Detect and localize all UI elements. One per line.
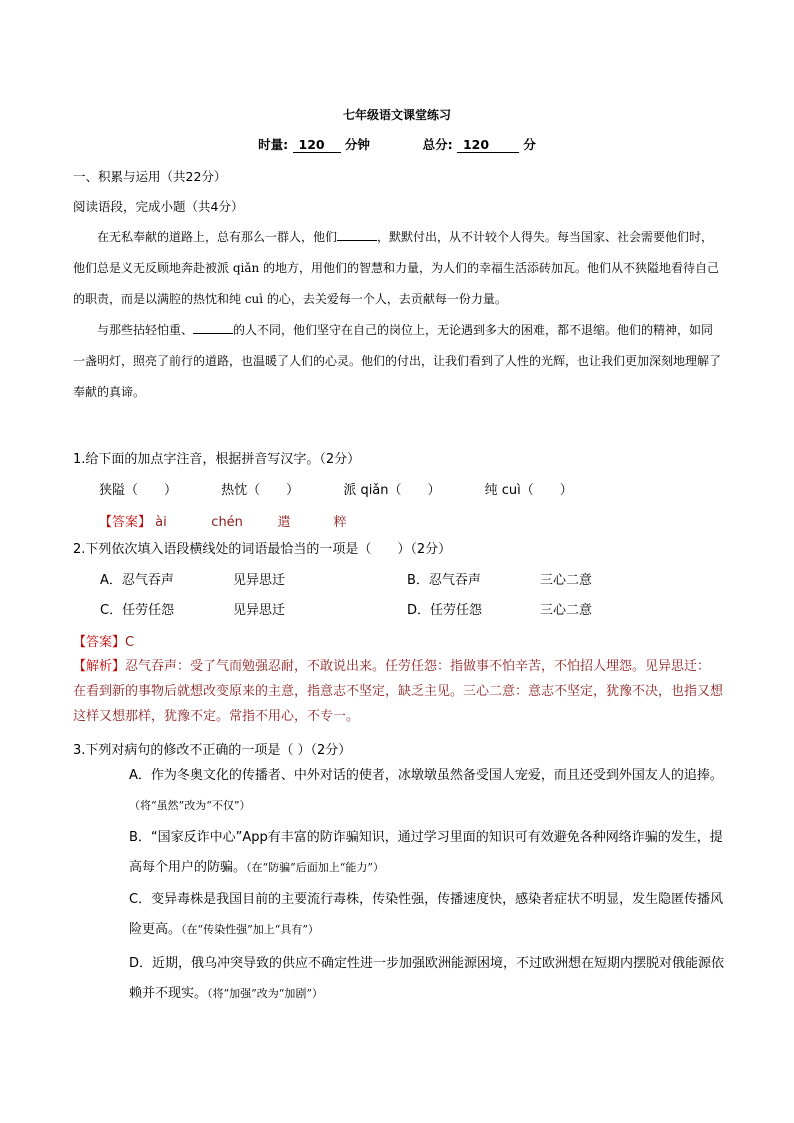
reading-passage (73, 222, 723, 408)
q2-answer (73, 631, 134, 650)
section-heading: 一、积累与运用（共22分） (73, 169, 227, 184)
q3-stem: 3.下列对病句的修改不正确的一项是（ ）（2分） (73, 743, 352, 758)
q1-item: 派 qiǎn（ ） (343, 483, 441, 498)
q2-analysis (73, 654, 723, 729)
q2-option-b: B．忍气吞声 (407, 573, 481, 588)
exam-meta (0, 135, 794, 153)
page-title: 七年级语文课堂练习 (342, 108, 451, 122)
q1-answer-1: ài (155, 515, 167, 530)
passage-paragraph-2: 与那些拈轻怕重、 的人不同，他们坚守在自己的岗位上，无论遇到多大的困难，都不退缩。他们的精神，如同一盏明灯，照亮了前行的道路，也温暖了人们的心灵。他们的付出，让我们看到了人性的光辉，也让我们更加深刻地理解了奉献的真谛。 (73, 323, 722, 399)
q3-option-a-note: （将“虽然”改为“不仅”） (129, 799, 251, 812)
q1-item: 狭隘（ ） (99, 483, 178, 498)
q3-option-d-note: （将“加强”改为“加剧”） (207, 987, 324, 1000)
q3-option-d: D．近期，俄乌冲突导致的供应不确定性进一步加强欧洲能源困境，不过欧洲想在短期内摆脱对俄能源依赖并不现实。（将“加强”改为“加剧”） (129, 956, 725, 1001)
score-unit: 分 (523, 137, 536, 152)
time-unit: 分钟 (344, 137, 370, 152)
q2-analysis-text: 忍气吞声：受了气而勉强忍耐，不敢说出来。任劳任怨：指做事不怕辛苦，不怕招人埋怨。见异思迁：在看到新的事物后就想改变原来的主意，指意志不坚定，缺乏主见。三心二意：意志不坚定，犹豫不决，也指又想这样又想那样，犹豫不定。常指不用心，不专一。 (73, 659, 724, 724)
q2-analysis-label: 【解析】 (73, 659, 126, 674)
time-label: 时量: (258, 137, 289, 152)
q2-option-a: A．忍气吞声 (100, 573, 174, 588)
q1-answer (99, 511, 347, 530)
q2-stem: 2.下列依次填入语段横线处的词语最恰当的一项是（ ）（2分） (73, 542, 452, 557)
q3-option-c: C．变异毒株是我国目前的主要流行毒株，传染性强，传播速度快，感染者症状不明显，发生隐匿传播风险更高。（在“传染性强”加上“具有”） (129, 892, 724, 937)
passage-blank-2 (193, 333, 233, 334)
q1-item: 纯 cuì（ ） (484, 483, 573, 498)
q1-answer-label: 【答案】 (99, 515, 152, 530)
q3-option-a: A．作为冬奥文化的传播者、中外对话的使者，冰墩墩虽然备受国人宠爱，而且还受到外国友人的追捧。（将“虽然”改为“不仅”） (129, 768, 723, 812)
q1-items (99, 479, 613, 498)
q2-answer-value: C (125, 635, 135, 650)
q2-option-b-second: 三心二意 (540, 573, 593, 588)
q1-answer-3: 遣 (277, 515, 291, 530)
reading-heading: 阅读语段，完成小题（共4分） (73, 199, 244, 214)
q3-option-b-note: （在“防骗”后面加上“能力”） (246, 861, 385, 874)
passage-paragraph-1: 在无私奉献的道路上，总有那么一群人，他们 ，默默付出，从不计较个人得失。每当国家、社会需要他们时，他们总是义无反顾地奔赴被派 qiǎn 的地方，用他们的智慧和力量，为人们的幸福生活添砖加瓦。他们从不狭隘地看待自己的职责，而是以满腔的热忱和纯 cuì 的心，去关爱每一个人，去贡献每一份力量。 (73, 230, 720, 306)
q1-item: 热忱（ ） (221, 483, 300, 498)
q3-option-b: B．“国家反诈中心”App有丰富的防诈骗知识，通过学习里面的知识可有效避免各种网络诈骗的发生，提高每个用户的防骗。（在“防骗”后面加上“能力”） (129, 830, 723, 875)
score-label: 总分: (422, 137, 453, 152)
q2-option-d-second: 三心二意 (540, 603, 593, 618)
q1-answer-2: chén (211, 515, 243, 530)
q3-option-c-note: （在“传染性强”加上“具有”） (181, 923, 320, 936)
q1-answer-4: 粹 (333, 515, 347, 530)
score-value: 120 (457, 137, 519, 153)
q2-option-a-second: 见异思迁 (233, 573, 286, 588)
passage-blank-1 (337, 240, 377, 241)
q2-answer-label: 【答案】 (73, 635, 126, 650)
q1-stem: 1.给下面的加点字注音，根据拼音写汉字。（2分） (73, 452, 361, 467)
q2-option-c-second: 见异思迁 (233, 603, 286, 618)
q2-option-d: D．任劳任怨 (407, 603, 483, 618)
q2-option-c: C．任劳任怨 (100, 603, 175, 618)
time-value: 120 (293, 137, 341, 153)
